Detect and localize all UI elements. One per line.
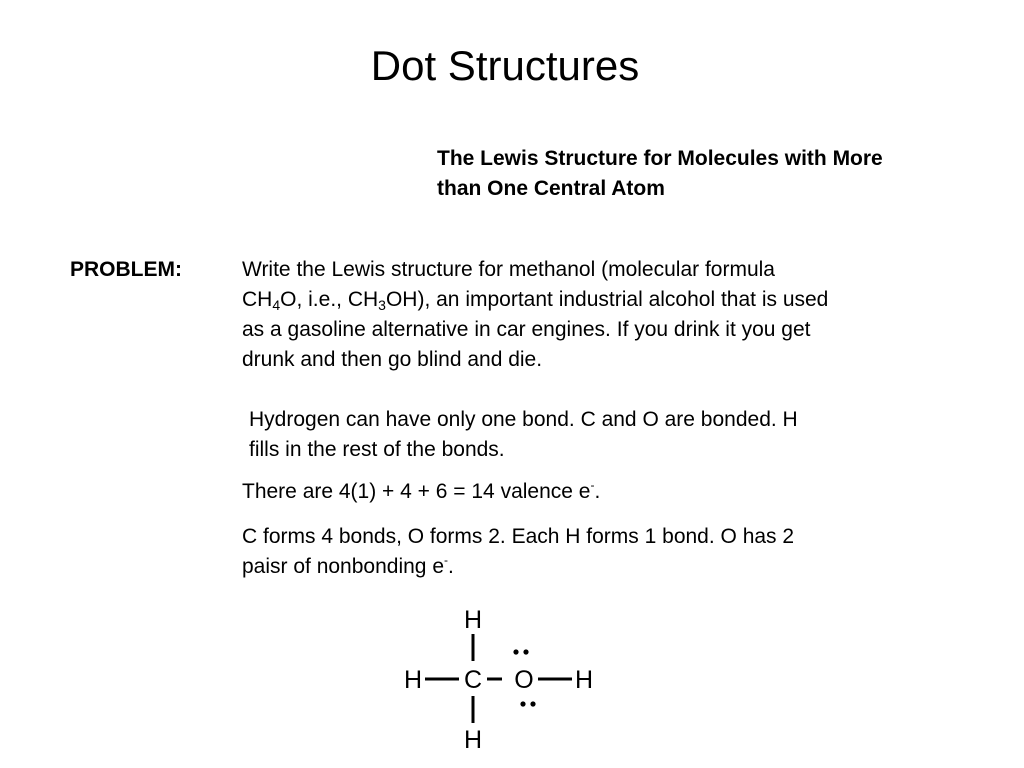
subscript-4: 4 [272,297,281,313]
lone-pair-top [513,649,528,654]
atom-h-right: H [574,666,594,694]
problem-line-2: $CH_4O$, i.e., $CH_3OH$), an important industrial alcohol that is used [242,288,829,313]
atom-carbon: C [463,666,483,694]
valence-electrons-text: There are 4(1) + 4 + 6 = 14 valence e-. [242,478,601,503]
atom-oxygen: O [514,666,534,694]
subtitle-line-2: than One Central Atom [437,177,665,200]
electron-charge-superscript: - [590,478,595,492]
lone-pair-bottom [520,701,535,706]
bonds-line-1: C forms 4 bonds, O forms 2. Each H forms 1 bond. O has 2 [242,525,795,548]
electron-charge-superscript-2: - [444,553,448,567]
atom-h-bottom: H [463,726,483,754]
atom-h-left: H [403,666,423,694]
bonds-line-2: paisr of nonbonding e-. [242,553,454,578]
slide-title: Dot Structures [370,42,640,89]
hint-line-2: fills in the rest of the bonds. [249,438,505,461]
hint-line-1: Hydrogen can have only one bond. C and O are bonded. H [249,408,798,431]
problem-line-3: as a gasoline alternative in car engines. If you drink it you get [242,318,811,341]
subscript-3: 3 [378,297,386,313]
atom-h-top: H [463,606,483,634]
problem-line-1: Write the Lewis structure for methanol (molecular formula [242,258,775,281]
problem-label: PROBLEM: [70,258,182,281]
subtitle-line-1: The Lewis Structure for Molecules with More [437,147,883,170]
problem-line-4: drunk and then go blind and die. [242,348,543,371]
